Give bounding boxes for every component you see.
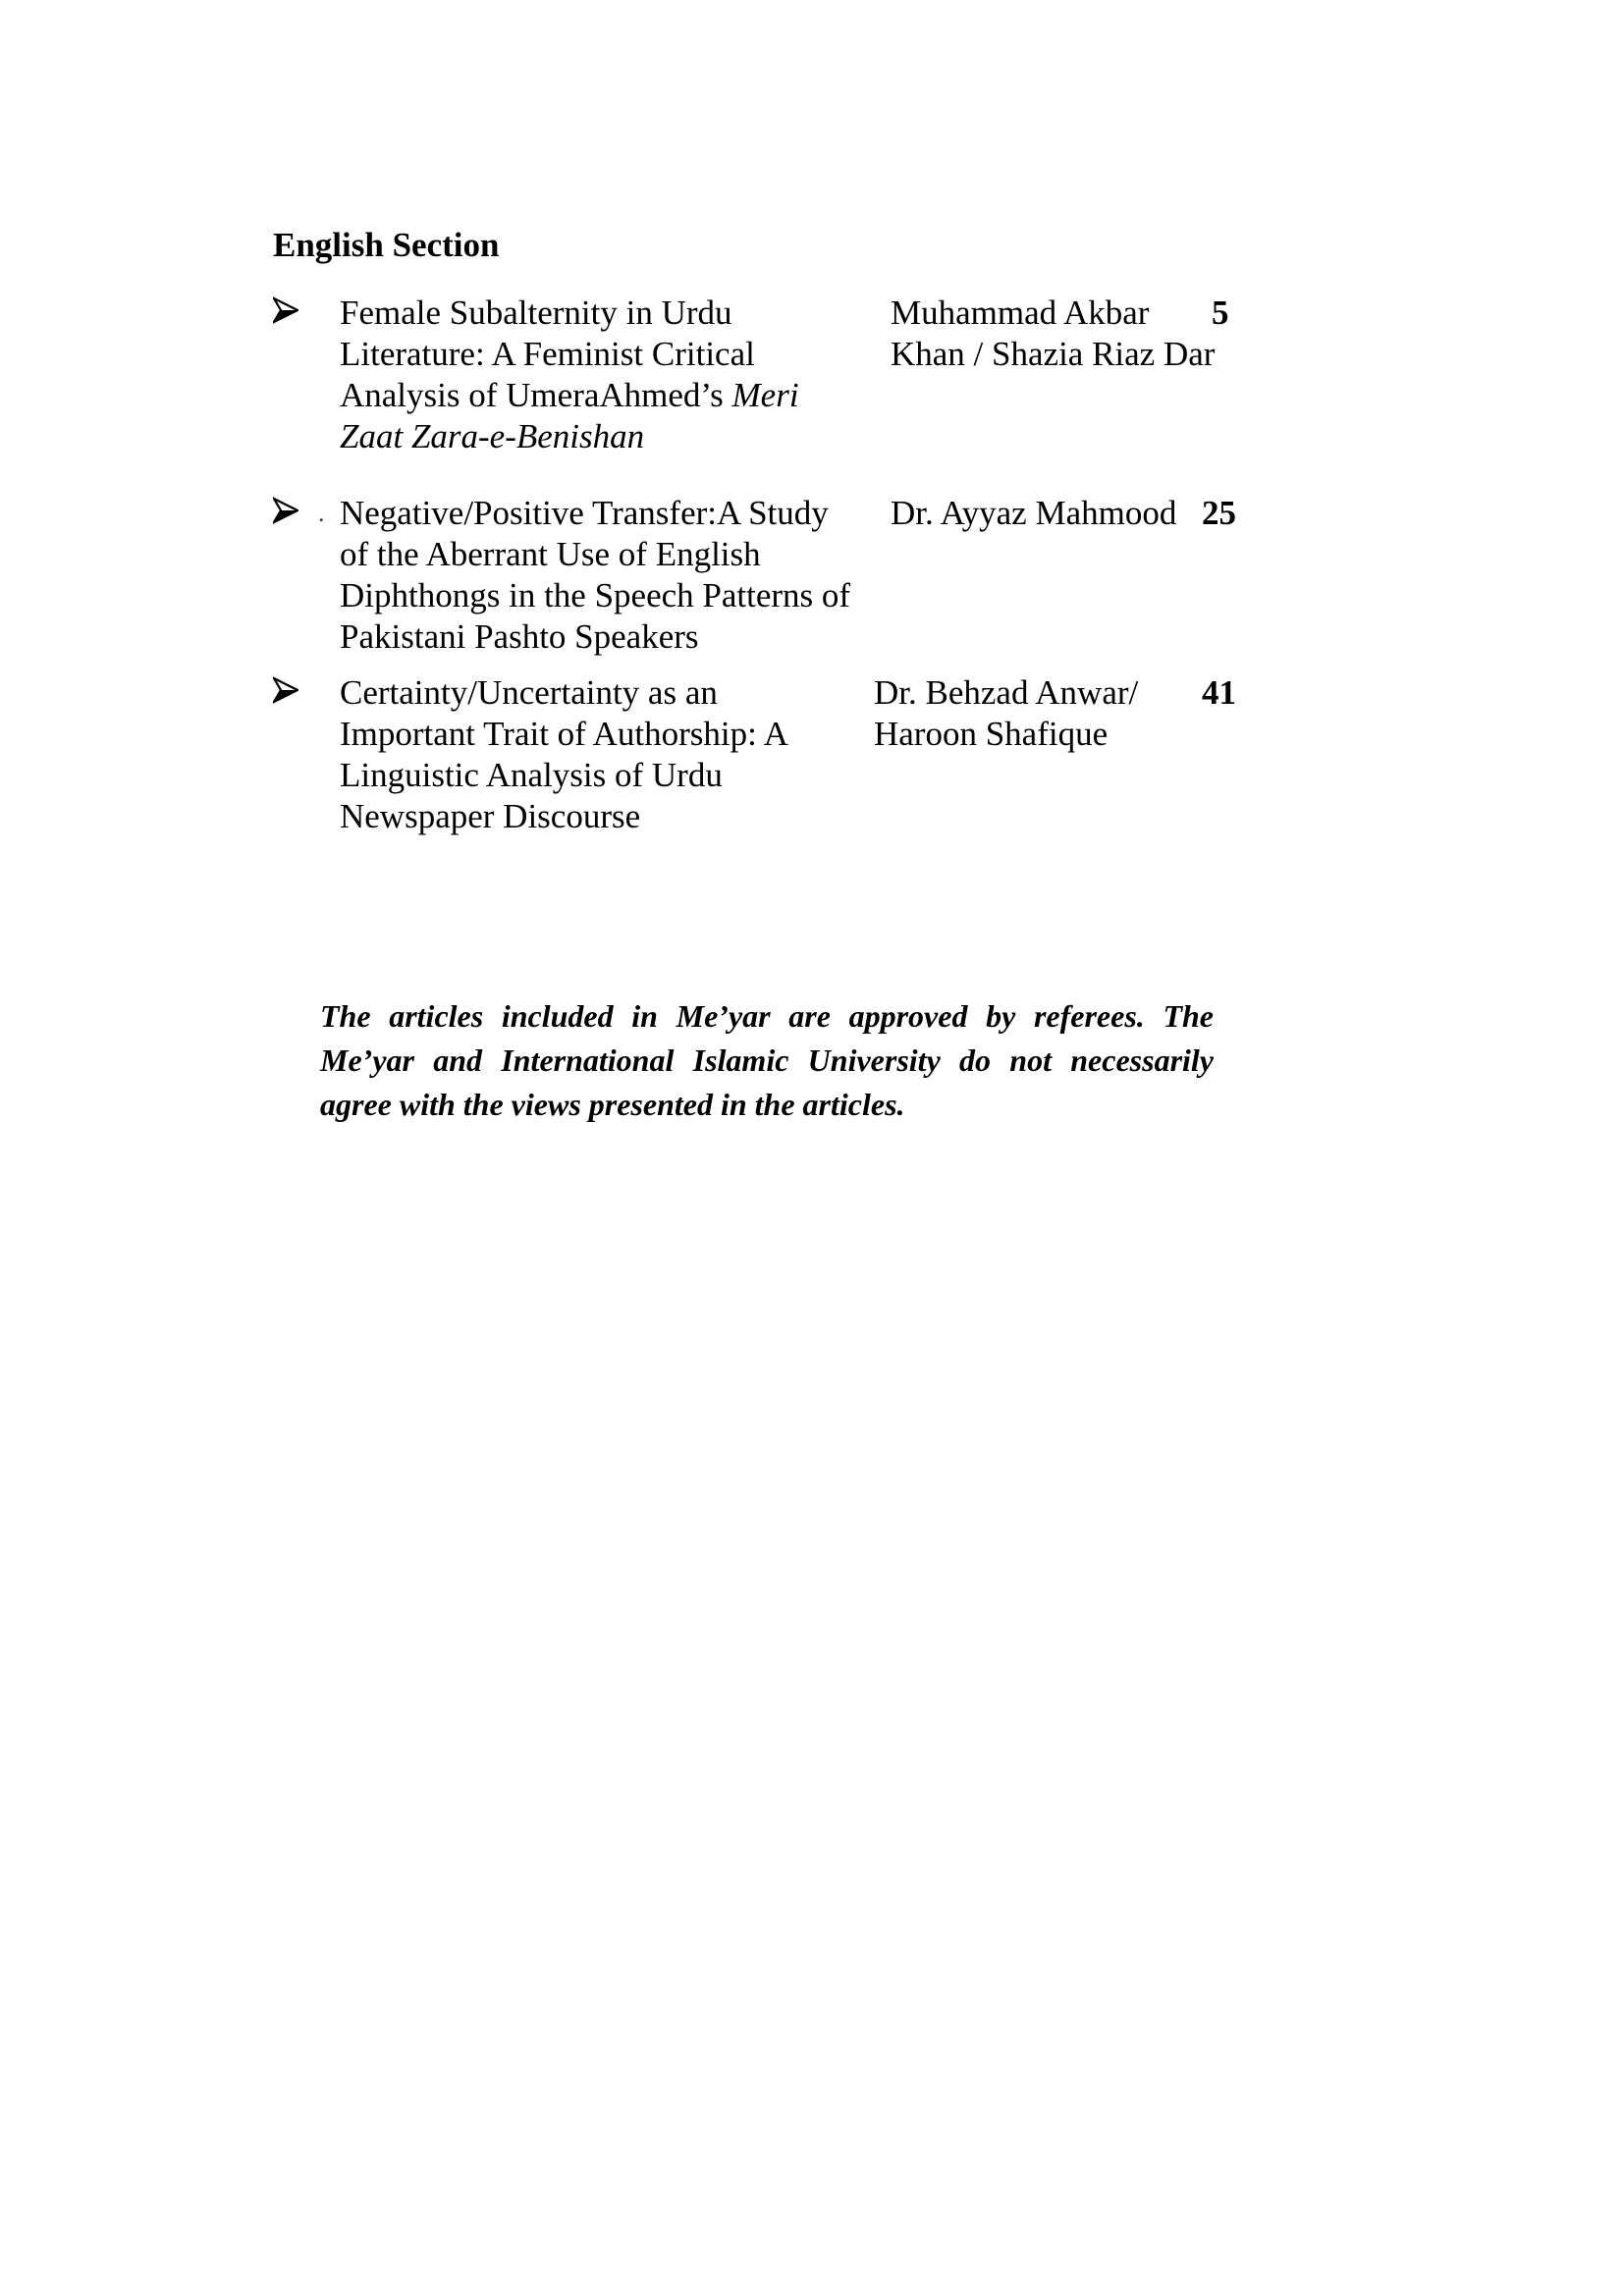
article-title: Certainty/Uncertainty as an Important Trait of Authorship: A Linguistic Analysis of Urdu Newspaper Discourse (340, 673, 787, 835)
arrowhead-bullet-icon (273, 676, 302, 710)
arrowhead-bullet-icon (273, 497, 302, 530)
editorial-disclaimer: The articles included in Me’yar are approved by referees. The Me’yar and International Islamic University do not necessarily agree with the views presented in the articles. (320, 998, 1214, 1122)
article-page-number: 41 (1202, 673, 1236, 712)
stray-mark: . (318, 499, 325, 527)
article-page-number: 25 (1202, 494, 1236, 532)
article-title-text: Female Subalternity in Urdu Literature: A Feminist Critical Analysis of UmeraAhmed’s (340, 294, 755, 414)
article-authors: Dr. Behzad Anwar/ Haroon Shafique (874, 673, 1139, 753)
arrowhead-bullet-icon (273, 296, 302, 330)
article-title-italic: Meri Zaat Zara-e-Benishan (340, 376, 799, 455)
article-page-number: 5 (1212, 294, 1229, 332)
section-heading: English Section (273, 226, 500, 264)
article-authors: Dr. Ayyaz Mahmood (891, 494, 1177, 532)
article-authors: Muhammad Akbar Khan / Shazia Riaz Dar (891, 294, 1216, 373)
article-title (340, 293, 860, 457)
article-title: Negative/Positive Transfer:A Study of the Aberrant Use of English Diphthongs in the Speech Patterns of Pakistani Pashto Speakers (340, 494, 851, 656)
